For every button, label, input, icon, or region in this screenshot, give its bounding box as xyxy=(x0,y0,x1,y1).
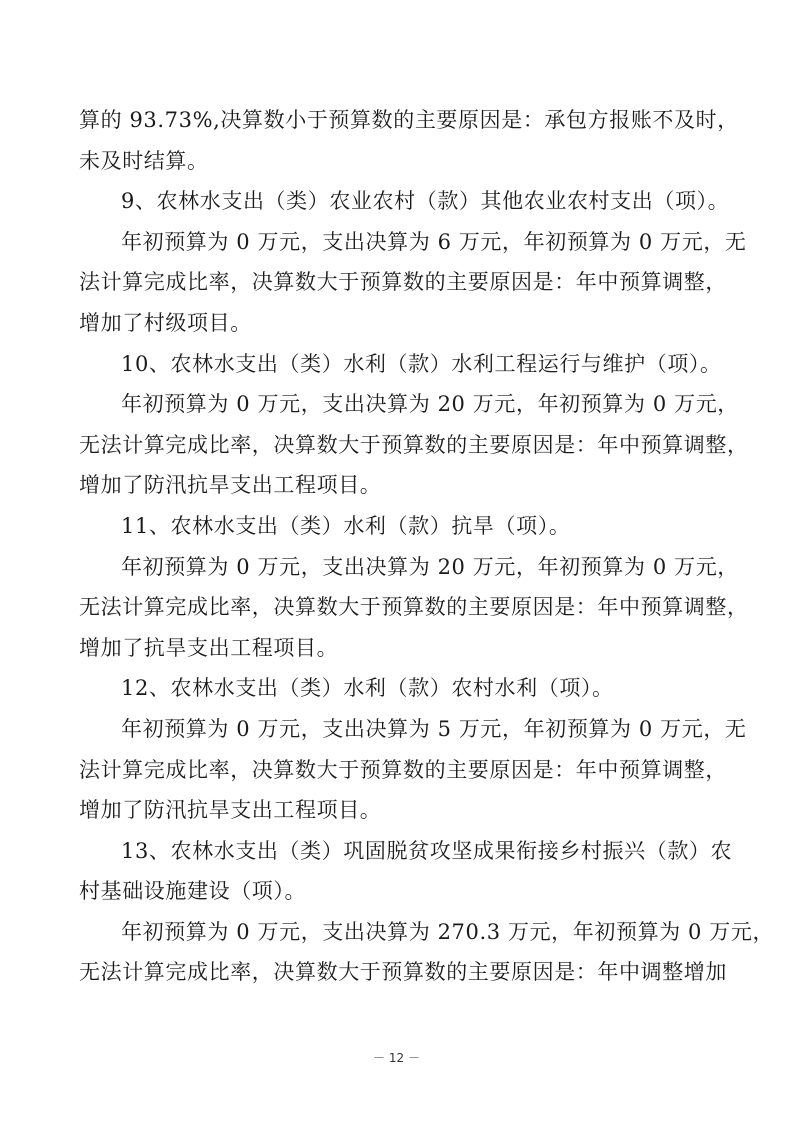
text-line: 10、农林水支出（类）水利（款）水利工程运行与维护（项）。 xyxy=(121,351,722,376)
page-number: － 12 － xyxy=(373,1051,420,1065)
text-line: 无法计算完成比率，决算数大于预算数的主要原因是：年中调整增加 xyxy=(79,960,727,985)
text-line: 年初预算为 0 万元，支出决算为 270.3 万元，年初预算为 0 万元， xyxy=(121,919,775,944)
text-line: 增加了防汛抗旱支出工程项目。 xyxy=(79,798,382,823)
text-line: 年初预算为 0 万元，支出决算为 6 万元，年初预算为 0 万元，无 xyxy=(121,229,747,254)
text-line: 13、农林水支出（类）巩固脱贫攻坚成果衔接乡村振兴（款）农 xyxy=(121,838,733,863)
text-line: 11、农林水支出（类）水利（款）抗旱（项）。 xyxy=(121,513,571,538)
text-line: 增加了防汛抗旱支出工程项目。 xyxy=(79,473,382,498)
text-line: 村基础设施建设（项）。 xyxy=(79,879,307,904)
text-line: 9、农林水支出（类）农业农村（款）其他农业农村支出（项）。 xyxy=(121,189,730,214)
text-line: 未及时结算。 xyxy=(79,148,209,173)
text-line: 年初预算为 0 万元，支出决算为 20 万元，年初预算为 0 万元， xyxy=(121,392,739,417)
text-line: 法计算完成比率，决算数大于预算数的主要原因是：年中预算调整， xyxy=(79,757,727,782)
text-line: 无法计算完成比率，决算数大于预算数的主要原因是：年中预算调整， xyxy=(79,432,749,457)
text-line: 算的 93.73%,决算数小于预算数的主要原因是：承包方报账不及时， xyxy=(79,108,739,132)
text-line: 法计算完成比率，决算数大于预算数的主要原因是：年中预算调整， xyxy=(79,270,727,295)
text-line: 年初预算为 0 万元，支出决算为 5 万元，年初预算为 0 万元，无 xyxy=(121,716,747,741)
text-line: 增加了村级项目。 xyxy=(79,310,252,335)
text-line: 无法计算完成比率，决算数大于预算数的主要原因是：年中预算调整， xyxy=(79,595,749,620)
text-line: 12、农林水支出（类）水利（款）农村水利（项）。 xyxy=(121,676,614,701)
document-body xyxy=(79,100,775,993)
text-line: 年初预算为 0 万元，支出决算为 20 万元，年初预算为 0 万元， xyxy=(121,554,739,579)
text-line: 增加了抗旱支出工程项目。 xyxy=(79,635,339,660)
